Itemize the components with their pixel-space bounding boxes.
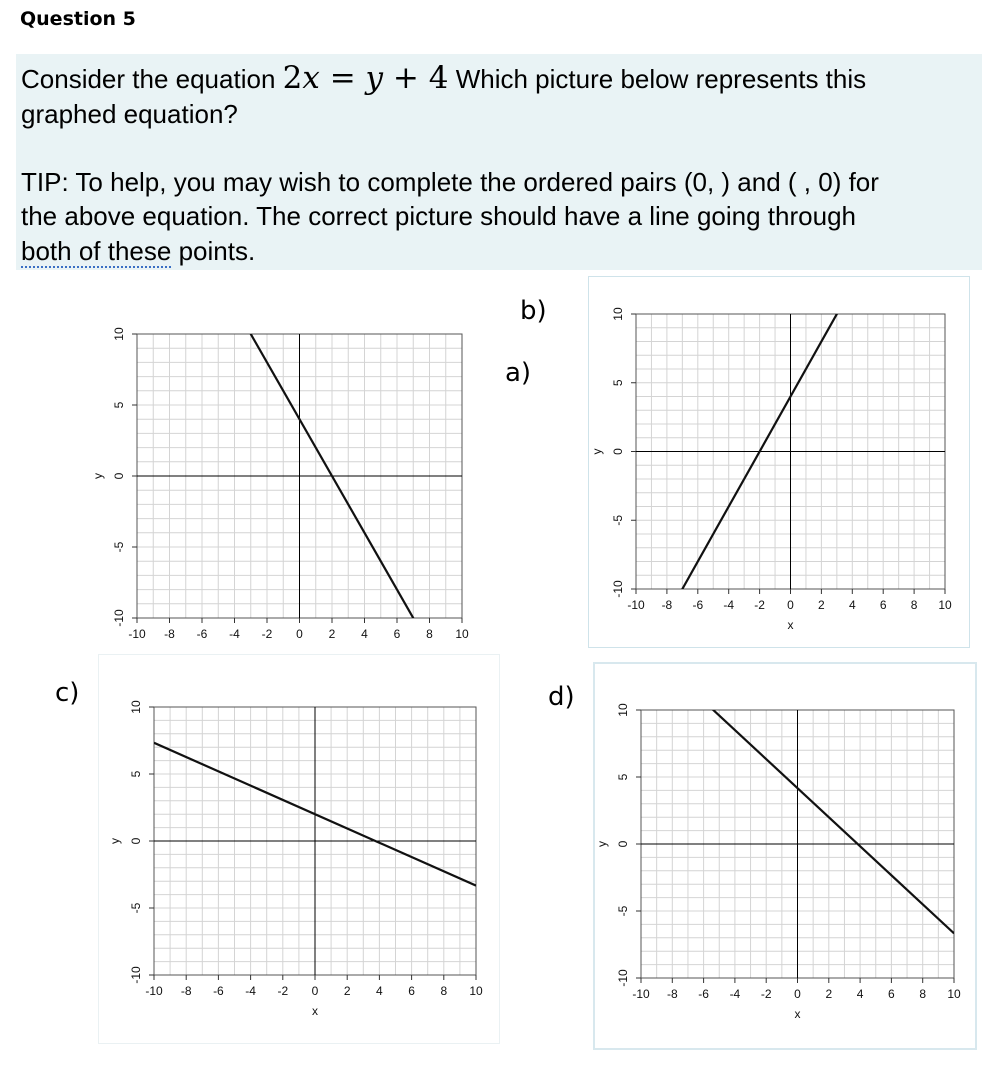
x-tick-label: -10 [627, 598, 645, 612]
x-tick-label: -10 [145, 984, 163, 998]
y-tick-label: 5 [616, 773, 631, 781]
x-tick-label: -2 [277, 984, 289, 998]
tip-line-2: the above equation. The correct picture should have a line going through [21, 201, 856, 231]
y-tick-label: -10 [112, 609, 127, 627]
x-tick-label: -2 [754, 598, 765, 612]
x-tick-label: -8 [164, 627, 175, 641]
prompt-text-before-equation: Consider the equation [21, 64, 283, 94]
x-tick-label: -8 [666, 987, 678, 1001]
x-tick-label: 6 [888, 987, 895, 1001]
x-tick-label: -4 [723, 598, 735, 612]
x-tick-label: 4 [376, 984, 383, 998]
graph-panel-c[interactable] [98, 654, 500, 1044]
x-tick-label: 10 [947, 987, 961, 1001]
y-tick-label: -5 [129, 902, 144, 914]
tip-link[interactable]: both of these [21, 236, 172, 266]
x-tick-label: 10 [469, 984, 483, 998]
equation: 2x = y + 4 [282, 60, 449, 96]
x-tick-label: 10 [455, 627, 469, 641]
x-tick-label: -6 [196, 627, 208, 641]
x-axis-label: x [312, 1004, 318, 1018]
x-tick-label: 6 [408, 984, 415, 998]
x-tick-label: 10 [938, 598, 952, 612]
graph-letter-b: b) [520, 296, 547, 326]
y-tick-label: -10 [616, 969, 631, 987]
x-tick-label: -10 [632, 987, 650, 1001]
y-axis-label: y [91, 473, 106, 479]
x-tick-label: -4 [229, 627, 240, 641]
y-tick-label: 10 [611, 307, 626, 321]
x-tick-label: -4 [245, 984, 256, 998]
x-tick-label: 0 [787, 598, 794, 612]
graph-panel-d[interactable] [593, 662, 977, 1050]
y-tick-label: 10 [129, 700, 144, 714]
tip-line-3: both of these points. [21, 236, 256, 266]
x-tick-label: 8 [910, 598, 918, 612]
x-tick-label: 0 [311, 984, 319, 998]
graph-panel-a[interactable] [80, 300, 500, 652]
y-tick-label: 0 [616, 840, 631, 848]
x-tick-label: 4 [848, 598, 856, 612]
x-tick-label: 0 [296, 627, 303, 641]
y-tick-label: 5 [129, 770, 144, 778]
x-axis-label: x [794, 1007, 801, 1021]
x-tick-label: 6 [393, 627, 401, 641]
x-tick-label: 4 [856, 987, 864, 1001]
prompt-line-1 [21, 62, 866, 95]
y-tick-label: 0 [129, 837, 144, 845]
tip-line-1: TIP: To help, you may wish to complete the ordered pairs (0, ) and ( , 0) for [21, 167, 879, 197]
x-tick-label: 2 [343, 984, 351, 998]
x-tick-label: -6 [213, 984, 224, 998]
y-tick-label: 5 [112, 401, 127, 409]
x-tick-label: -6 [692, 598, 704, 612]
x-tick-label: 6 [879, 598, 887, 612]
graph-a-plot [80, 300, 500, 652]
question-label: Question 5 [20, 8, 136, 30]
y-tick-label: 10 [112, 327, 127, 341]
x-tick-label: 8 [426, 627, 433, 641]
x-tick-label: 2 [818, 598, 825, 612]
graph-letter-d: d) [548, 682, 575, 712]
x-tick-label: 2 [825, 987, 833, 1001]
graph-letter-c: c) [55, 678, 80, 708]
x-tick-label: -2 [760, 987, 772, 1001]
graph-d-plot [595, 664, 979, 1052]
y-tick-label: 5 [611, 379, 626, 387]
graph-b-plot [589, 277, 971, 649]
x-tick-label: -8 [661, 598, 673, 612]
y-tick-label: -5 [611, 514, 626, 526]
x-axis-label: x [787, 618, 794, 632]
graph-c-plot [99, 655, 501, 1045]
x-tick-label: -4 [729, 987, 741, 1001]
x-tick-label: -10 [128, 627, 146, 641]
x-tick-label: 0 [794, 987, 801, 1001]
y-axis-label: y [108, 838, 123, 844]
x-tick-label: 2 [328, 627, 336, 641]
y-tick-label: -10 [611, 580, 626, 598]
question-prompt [16, 54, 982, 270]
x-tick-label: 4 [361, 627, 368, 641]
y-tick-label: -10 [129, 966, 144, 984]
graph-panel-b[interactable] [588, 276, 970, 648]
x-tick-label: 8 [919, 987, 927, 1001]
graph-letter-a: a) [505, 358, 532, 388]
x-tick-label: 8 [440, 984, 448, 998]
y-tick-label: 10 [616, 703, 631, 717]
y-tick-label: 0 [611, 448, 626, 455]
y-tick-label: -5 [112, 541, 127, 553]
prompt-text-after-equation: Which picture below represents this [448, 64, 867, 94]
y-axis-label: y [595, 841, 610, 847]
y-axis-label: y [590, 448, 605, 455]
x-tick-label: -2 [261, 627, 273, 641]
x-tick-label: -6 [698, 987, 709, 1001]
x-tick-label: -8 [180, 984, 192, 998]
y-tick-label: -5 [616, 905, 631, 917]
y-tick-label: 0 [112, 472, 127, 480]
prompt-line-2: graphed equation? [21, 99, 238, 129]
